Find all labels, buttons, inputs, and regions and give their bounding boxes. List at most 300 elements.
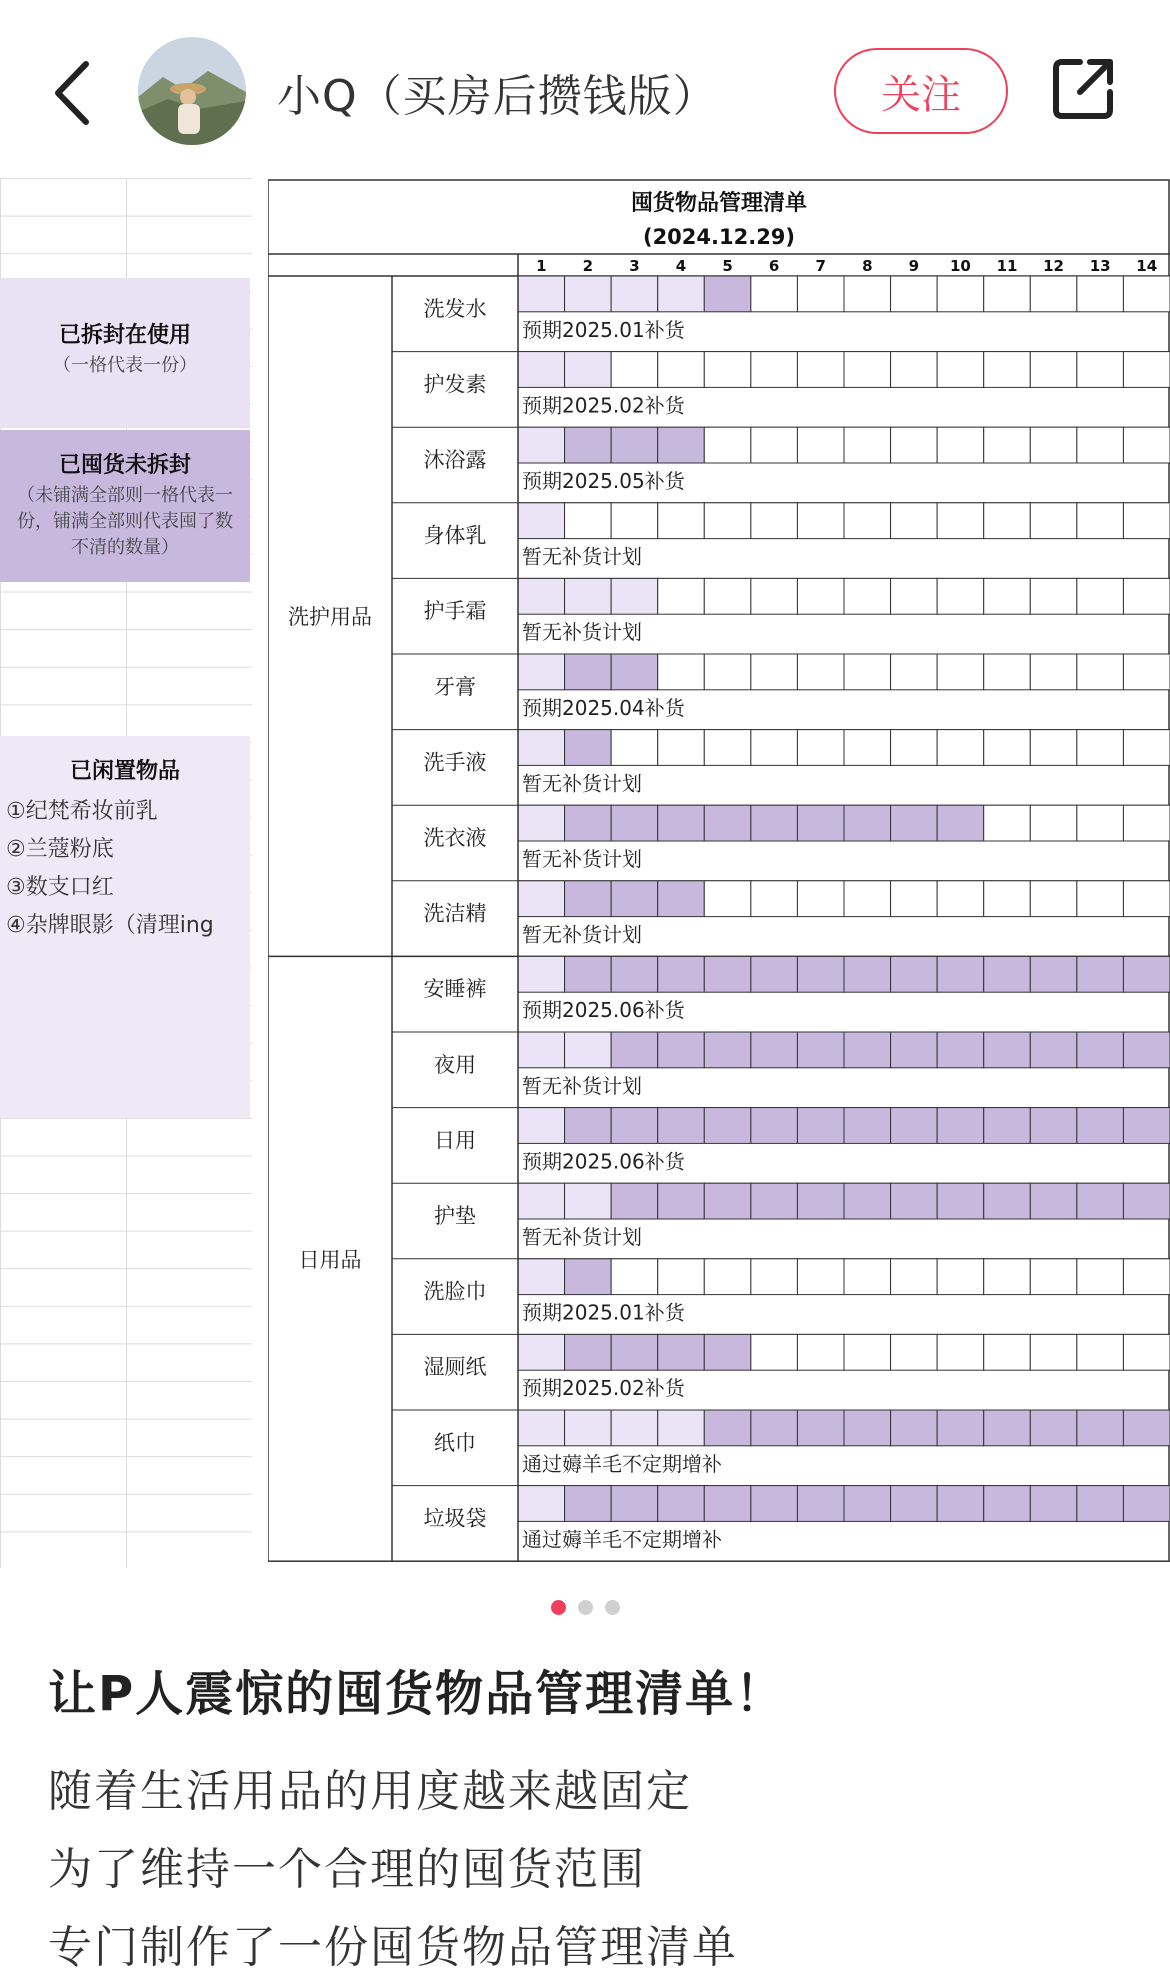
stock-cell [518, 352, 565, 388]
item-name: 护手霜 [423, 599, 487, 624]
restock-note: 通过薅羊毛不定期增补 [522, 1527, 722, 1552]
stock-cell [891, 1410, 938, 1446]
stock-cell [565, 956, 612, 992]
stock-cell [704, 654, 751, 690]
stock-cell [518, 1334, 565, 1370]
stock-cell [518, 956, 565, 992]
stock-cell [565, 503, 612, 539]
stock-cell [565, 805, 612, 841]
stock-cell [518, 1259, 565, 1295]
item-name: 夜用 [434, 1052, 476, 1077]
stock-cell [1030, 881, 1077, 917]
stock-cell [1077, 956, 1124, 992]
post-line: 随着生活用品的用度越来越固定 [48, 1766, 692, 1817]
stock-cell [518, 503, 565, 539]
stock-cell [797, 1108, 844, 1144]
stock-cell [1123, 654, 1170, 690]
stock-cell [844, 578, 891, 614]
stock-cell [658, 1334, 705, 1370]
legend-idle [0, 736, 250, 1118]
stock-cell [891, 503, 938, 539]
stock-cell [1077, 654, 1124, 690]
stock-cell [658, 956, 705, 992]
item-name: 护垫 [434, 1204, 476, 1228]
stock-cell [1123, 1259, 1170, 1295]
restock-note: 暂无补货计划 [522, 847, 642, 871]
stock-cell [984, 1108, 1031, 1144]
stock-cell [1030, 578, 1077, 614]
stock-cell [1123, 578, 1170, 614]
stock-cell [1030, 1486, 1077, 1522]
stock-cell [704, 276, 751, 312]
stock-cell [611, 352, 658, 388]
restock-note: 预期2025.04补货 [522, 695, 685, 720]
stock-cell [984, 956, 1031, 992]
stock-cell [751, 1259, 798, 1295]
stock-cell [891, 730, 938, 766]
column-number: 10 [949, 257, 971, 275]
stock-cell [984, 1259, 1031, 1295]
stock-cell [1123, 730, 1170, 766]
stock-cell [565, 1032, 612, 1068]
stock-cell [565, 276, 612, 312]
stock-cell [797, 1032, 844, 1068]
stock-cell [518, 881, 565, 917]
stock-cell [844, 276, 891, 312]
post-body [48, 1753, 738, 1973]
sheet-date: (2024.12.29) [642, 225, 796, 249]
stock-cell [704, 578, 751, 614]
stock-cell [1030, 1183, 1077, 1219]
stock-cell [658, 276, 705, 312]
stock-cell [1123, 352, 1170, 388]
idle-item: ④杂牌眼影（清理ing [6, 913, 214, 938]
stock-cell [1123, 956, 1170, 992]
post-title: 让P人震惊的囤货物品管理清单！ [48, 1666, 786, 1722]
stock-cell [658, 1486, 705, 1522]
stock-cell [704, 1259, 751, 1295]
stock-cell [937, 352, 984, 388]
stock-cell [1030, 1108, 1077, 1144]
stock-cell [565, 654, 612, 690]
back-arrow-icon[interactable] [48, 58, 98, 128]
stock-cell [844, 730, 891, 766]
stock-cell [891, 1486, 938, 1522]
restock-note: 暂无补货计划 [522, 1225, 642, 1249]
stock-cell [658, 427, 705, 463]
stock-cell [751, 1183, 798, 1219]
legend-opened-note: （一格代表一份） [53, 355, 197, 376]
stock-cell [1077, 1486, 1124, 1522]
stock-cell [518, 578, 565, 614]
stock-cell [704, 1486, 751, 1522]
stock-cell [1030, 654, 1077, 690]
stock-cell [611, 1410, 658, 1446]
stock-cell [797, 805, 844, 841]
column-number: 14 [1136, 257, 1158, 275]
stock-cell [891, 352, 938, 388]
stock-cell [751, 1032, 798, 1068]
restock-note: 通过薅羊毛不定期增补 [522, 1451, 722, 1476]
stock-cell [611, 881, 658, 917]
stock-cell [751, 1334, 798, 1370]
share-icon[interactable] [1050, 56, 1116, 122]
column-number: 7 [815, 257, 826, 275]
stock-cell [611, 956, 658, 992]
pagination-dot-active[interactable] [551, 1600, 566, 1615]
stock-cell [751, 805, 798, 841]
stock-cell [611, 1334, 658, 1370]
stock-cell [984, 503, 1031, 539]
stock-cell [1123, 503, 1170, 539]
stock-cell [1030, 1410, 1077, 1446]
stock-cell [518, 730, 565, 766]
column-number: 2 [582, 257, 594, 275]
stock-cell [658, 1183, 705, 1219]
stock-cell [704, 1183, 751, 1219]
restock-note: 暂无补货计划 [522, 1073, 642, 1098]
stock-cell [565, 730, 612, 766]
category-label: 洗护用品 [288, 605, 372, 630]
legend-opened-title: 已拆封在使用 [58, 323, 191, 348]
stock-cell [751, 956, 798, 992]
stock-cell [891, 881, 938, 917]
stock-cell [984, 578, 1031, 614]
stock-cell [751, 1486, 798, 1522]
stock-cell [704, 1410, 751, 1446]
stock-cell [891, 1108, 938, 1144]
stock-cell [1123, 1183, 1170, 1219]
stock-cell [658, 805, 705, 841]
stock-cell [891, 1334, 938, 1370]
stock-cell [1077, 730, 1124, 766]
stock-cell [797, 578, 844, 614]
item-name: 日用 [434, 1128, 476, 1153]
legend-stocked-title: 已囤货未拆封 [58, 453, 191, 478]
stock-cell [844, 1410, 891, 1446]
column-number: 13 [1089, 257, 1111, 275]
stock-cell [704, 1032, 751, 1068]
stock-cell [984, 805, 1031, 841]
post-line: 为了维持一个合理的囤货范围 [48, 1844, 646, 1895]
stock-cell [797, 1410, 844, 1446]
stock-cell [518, 654, 565, 690]
column-number: 9 [908, 257, 920, 275]
stock-cell [1077, 578, 1124, 614]
stock-cell [797, 1334, 844, 1370]
stock-cell [937, 503, 984, 539]
item-name: 护发素 [423, 372, 487, 397]
stock-cell [1077, 427, 1124, 463]
stock-cell [1123, 1108, 1170, 1144]
stock-cell [937, 1032, 984, 1068]
stock-cell [891, 578, 938, 614]
restock-note: 暂无补货计划 [522, 922, 642, 947]
stock-cell [751, 1410, 798, 1446]
image-pagination [0, 1600, 1170, 1615]
stock-cell [1030, 352, 1077, 388]
stock-cell [704, 956, 751, 992]
stock-cell [797, 503, 844, 539]
sheet-title: 囤货物品管理清单 [630, 191, 808, 216]
item-name: 洗手液 [423, 750, 487, 775]
stock-cell [984, 654, 1031, 690]
stock-cell [1077, 503, 1124, 539]
stock-cell [565, 1334, 612, 1370]
stock-cell [704, 503, 751, 539]
stock-cell [891, 427, 938, 463]
stock-cell [797, 654, 844, 690]
stock-cell [984, 1183, 1031, 1219]
stock-cell [658, 352, 705, 388]
stock-cell [797, 352, 844, 388]
stock-cell [1123, 1410, 1170, 1446]
stock-cell [1123, 1334, 1170, 1370]
stock-cell [891, 276, 938, 312]
stock-cell [797, 1486, 844, 1522]
stock-cell [937, 1183, 984, 1219]
stock-cell [658, 730, 705, 766]
stock-cell [937, 730, 984, 766]
stock-cell [565, 352, 612, 388]
stock-cell [565, 427, 612, 463]
stock-cell [518, 1032, 565, 1068]
stock-cell [1123, 1486, 1170, 1522]
stock-cell [611, 730, 658, 766]
stock-cell [751, 881, 798, 917]
stock-cell [518, 1486, 565, 1522]
post-line: 专门制作了一份囤货物品管理清单 [48, 1922, 738, 1973]
pagination-dot[interactable] [578, 1600, 593, 1615]
stock-cell [797, 956, 844, 992]
stock-cell [565, 881, 612, 917]
stock-cell [937, 578, 984, 614]
restock-note: 预期2025.06补货 [522, 998, 685, 1023]
stock-cell [844, 352, 891, 388]
stock-cell [704, 1108, 751, 1144]
stock-cell [1077, 1259, 1124, 1295]
stock-cell [844, 1259, 891, 1295]
column-number: 12 [1043, 257, 1065, 275]
item-name: 湿厕纸 [423, 1355, 487, 1380]
stock-cell [844, 956, 891, 992]
stock-cell [611, 1032, 658, 1068]
stock-cell [797, 427, 844, 463]
stock-cell [751, 578, 798, 614]
stock-cell [984, 427, 1031, 463]
item-name: 垃圾袋 [423, 1506, 487, 1531]
author-avatar[interactable] [138, 37, 246, 145]
post-image[interactable] [0, 178, 1170, 1568]
column-number: 3 [629, 257, 640, 275]
stock-cell [844, 1486, 891, 1522]
stock-cell [984, 1032, 1031, 1068]
stock-cell [658, 1032, 705, 1068]
stock-cell [1123, 427, 1170, 463]
item-name: 洗衣液 [423, 826, 487, 850]
stock-cell [1077, 1108, 1124, 1144]
column-number: 6 [768, 257, 780, 275]
stock-cell [658, 881, 705, 917]
stock-cell [1077, 352, 1124, 388]
stock-cell [891, 1259, 938, 1295]
restock-note: 预期2025.01补货 [522, 1300, 685, 1325]
idle-item: ②兰蔻粉底 [6, 837, 114, 862]
stock-cell [844, 1108, 891, 1144]
stock-cell [891, 1032, 938, 1068]
stock-cell [1030, 730, 1077, 766]
stock-cell [937, 1334, 984, 1370]
stock-cell [1030, 956, 1077, 992]
item-name: 纸巾 [434, 1430, 476, 1455]
stock-cell [565, 1183, 612, 1219]
stock-cell [1077, 1183, 1124, 1219]
stock-cell [1077, 805, 1124, 841]
stock-cell [984, 730, 1031, 766]
stock-cell [937, 654, 984, 690]
stock-cell [844, 654, 891, 690]
stock-cell [518, 276, 565, 312]
stock-cell [1077, 1032, 1124, 1068]
stock-cell [1123, 1032, 1170, 1068]
stock-cell [797, 1183, 844, 1219]
stock-cell [658, 1108, 705, 1144]
legend-stocked-note: （未铺满全部则一格代表一份，铺满全部则代表囤了数不清的数量） [17, 485, 233, 558]
stock-cell [891, 1183, 938, 1219]
stock-cell [844, 805, 891, 841]
stock-cell [658, 1259, 705, 1295]
stock-cell [565, 1486, 612, 1522]
stock-cell [1030, 805, 1077, 841]
stock-cell [984, 1334, 1031, 1370]
stock-cell [658, 578, 705, 614]
stock-cell [937, 1108, 984, 1144]
restock-note: 预期2025.02补货 [522, 393, 685, 418]
stock-cell [611, 427, 658, 463]
stock-cell [1123, 805, 1170, 841]
stock-cell [797, 276, 844, 312]
legend-opened [0, 278, 250, 428]
stock-cell [797, 1259, 844, 1295]
stock-cell [518, 1108, 565, 1144]
stock-cell [1123, 276, 1170, 312]
stock-cell [518, 427, 565, 463]
item-name: 洗洁精 [423, 901, 487, 926]
author-name[interactable]: 小Q（买房后攒钱版） [277, 71, 718, 122]
restock-note: 预期2025.01补货 [522, 317, 685, 342]
pagination-dot[interactable] [605, 1600, 620, 1615]
stock-cell [891, 805, 938, 841]
stock-cell [704, 805, 751, 841]
stock-cell [1077, 1334, 1124, 1370]
stock-cell [518, 805, 565, 841]
stock-cell [984, 276, 1031, 312]
idle-item: ③数支口红 [6, 875, 114, 900]
stock-cell [611, 1183, 658, 1219]
stock-cell [937, 1259, 984, 1295]
stock-cell [937, 956, 984, 992]
idle-item: ①纪梵希妆前乳 [6, 799, 158, 824]
stock-cell [611, 654, 658, 690]
stock-cell [1030, 276, 1077, 312]
stock-cell [565, 1108, 612, 1144]
stock-cell [891, 956, 938, 992]
stock-cell [797, 730, 844, 766]
stock-cell [611, 1108, 658, 1144]
stock-cell [1123, 881, 1170, 917]
stock-cell [751, 276, 798, 312]
column-number: 5 [722, 257, 733, 275]
legend-stocked [0, 430, 250, 582]
stock-cell [844, 881, 891, 917]
stock-cell [611, 1259, 658, 1295]
stock-cell [984, 352, 1031, 388]
restock-note: 预期2025.02补货 [522, 1376, 685, 1401]
stock-cell [518, 1410, 565, 1446]
category-label: 日用品 [298, 1247, 362, 1272]
stock-cell [844, 1183, 891, 1219]
stock-cell [565, 1410, 612, 1446]
stock-cell [611, 805, 658, 841]
stock-cell [844, 1032, 891, 1068]
stock-cell [611, 1486, 658, 1522]
stock-cell [518, 1183, 565, 1219]
stock-table [268, 178, 1170, 1568]
top-bar [0, 0, 1170, 175]
stock-cell [1077, 1410, 1124, 1446]
stock-cell [751, 730, 798, 766]
restock-note: 预期2025.05补货 [522, 469, 685, 493]
stock-cell [565, 578, 612, 614]
stock-cell [1030, 503, 1077, 539]
stock-cell [937, 1410, 984, 1446]
stock-cell [1030, 1259, 1077, 1295]
stock-cell [1030, 1334, 1077, 1370]
stock-cell [704, 427, 751, 463]
stock-cell [751, 503, 798, 539]
stock-cell [751, 427, 798, 463]
column-number: 1 [536, 257, 547, 275]
stock-cell [704, 730, 751, 766]
stock-cell [937, 805, 984, 841]
stock-cell [1030, 1032, 1077, 1068]
column-number: 8 [862, 257, 873, 275]
stock-cell [844, 1334, 891, 1370]
stock-cell [751, 654, 798, 690]
stock-cell [658, 1410, 705, 1446]
item-name: 身体乳 [423, 523, 487, 548]
stock-cell [704, 1334, 751, 1370]
restock-note: 暂无补货计划 [522, 544, 642, 569]
stock-cell [1077, 276, 1124, 312]
follow-button[interactable]: 关注 [834, 48, 1008, 134]
column-number: 4 [675, 257, 687, 275]
stock-cell [611, 503, 658, 539]
stock-cell [844, 503, 891, 539]
stock-cell [704, 881, 751, 917]
stock-cell [704, 352, 751, 388]
stock-cell [844, 427, 891, 463]
stock-cell [937, 881, 984, 917]
item-name: 沐浴露 [423, 448, 487, 472]
stock-cell [984, 881, 1031, 917]
stock-cell [565, 1259, 612, 1295]
restock-note: 暂无补货计划 [522, 620, 642, 645]
stock-cell [1030, 427, 1077, 463]
stock-cell [658, 503, 705, 539]
column-number: 11 [996, 257, 1018, 275]
stock-cell [984, 1410, 1031, 1446]
